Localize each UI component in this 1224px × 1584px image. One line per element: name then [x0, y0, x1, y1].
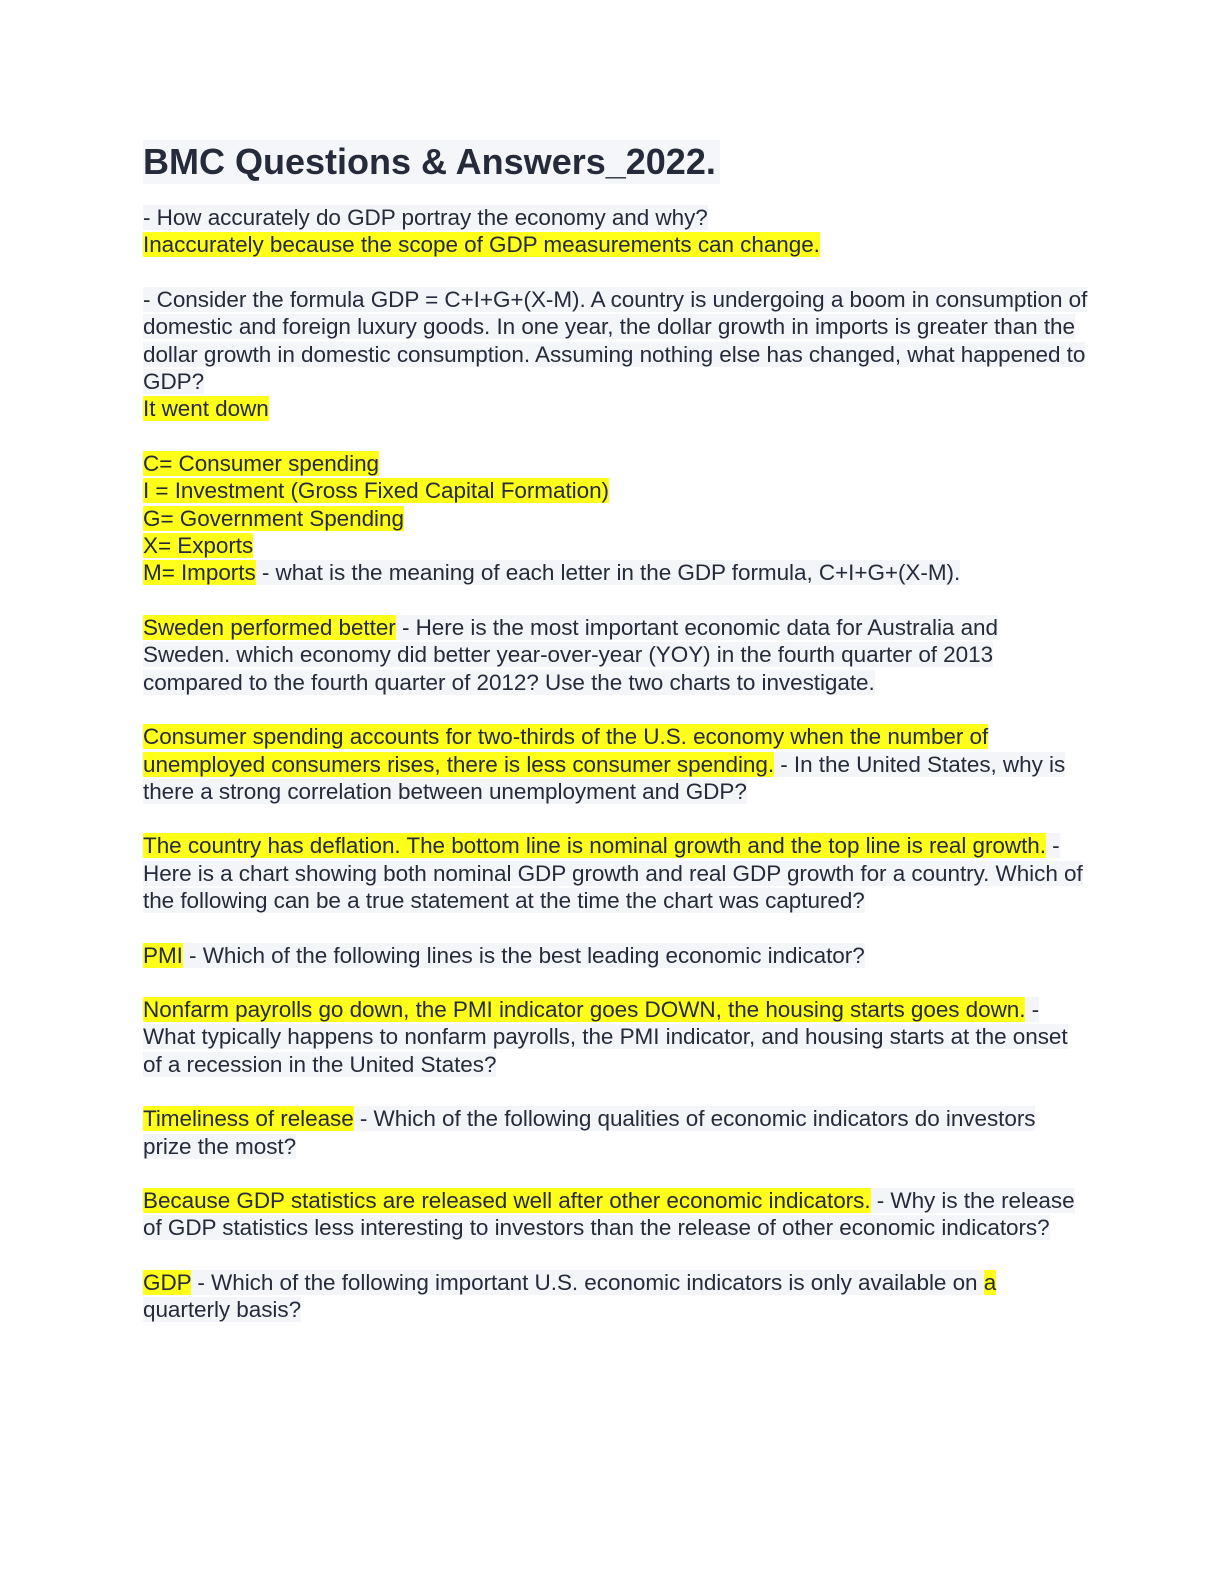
question-text: - How accurately do GDP portray the economy and why?: [143, 205, 708, 230]
answer-text: Because GDP statistics are released well after other economic indicators.: [143, 1187, 871, 1213]
answer-text: Sweden performed better: [143, 614, 396, 640]
question-text: - Here is a chart showing both nominal GDP growth and real GDP growth for a country. Which of the following can be a true statement at the time the chart was captured?: [143, 833, 1083, 914]
answer-line: M= Imports: [143, 560, 256, 586]
answer-text: PMI: [143, 942, 183, 968]
qa-item: [143, 614, 1088, 696]
question-text: - Consider the formula GDP = C+I+G+(X-M). A country is undergoing a boom in consumption of domestic and foreign luxury goods. In one year, the dollar growth in imports is greater than the dollar growth in domestic consumption. Assuming nothing else has changed, what happened to GDP?: [143, 286, 1088, 395]
qa-item: [143, 723, 1088, 805]
qa-item: [143, 1269, 1088, 1324]
question-text: - In the United States, why is there a strong correlation between unemployment and GDP?: [143, 751, 1066, 804]
answer-line: I = Investment (Gross Fixed Capital Formation): [143, 478, 609, 504]
document-title: BMC Questions & Answers_2022.: [143, 140, 720, 184]
answer-text: The country has deflation. The bottom line is nominal growth and the top line is real growth.: [143, 833, 1046, 859]
answer-line: X= Exports: [143, 533, 254, 559]
answer-text: It went down: [143, 396, 269, 422]
question-highlight: a: [983, 1269, 997, 1295]
question-text: - Here is the most important economic data for Australia and Sweden. which economy did better year-over-year (YOY) in the fourth quarter of 2013 compared to the fourth quarter of 2012? Use the two charts to investigate.: [143, 614, 998, 695]
answer-text: Nonfarm payrolls go down, the PMI indicator goes DOWN, the housing starts goes down.: [143, 996, 1026, 1022]
qa-item: [143, 1105, 1088, 1160]
answer-line: G= Government Spending: [143, 505, 404, 531]
qa-item: [143, 450, 1088, 587]
document-page: [143, 140, 1088, 1324]
question-text-tail: quarterly basis?: [143, 1297, 302, 1323]
question-text: - Which of the following important U.S. economic indicators is only available on: [191, 1269, 984, 1295]
question-text: - Why is the release of GDP statistics less interesting to investors than the release of other economic indicators?: [143, 1187, 1075, 1241]
qa-item: [143, 832, 1088, 914]
qa-item: [143, 204, 1088, 259]
question-text: - what is the meaning of each letter in the GDP formula, C+I+G+(X-M).: [255, 560, 961, 586]
answer-line: C= Consumer spending: [143, 450, 380, 476]
answer-text: Consumer spending accounts for two-thirds of the U.S. economy when the number of unemployed consumers rises, there is less consumer spending.: [143, 724, 989, 777]
question-text: - Which of the following qualities of economic indicators do investors prize the most?: [143, 1106, 1036, 1159]
answer-text: Timeliness of release: [143, 1106, 354, 1132]
qa-item: [143, 996, 1088, 1078]
question-text: - Which of the following lines is the best leading economic indicator?: [182, 942, 865, 968]
answer-text: GDP: [143, 1269, 192, 1295]
qa-item: [143, 286, 1088, 423]
answer-text: Inaccurately because the scope of GDP measurements can change.: [143, 232, 820, 258]
question-text: - What typically happens to nonfarm payrolls, the PMI indicator, and housing starts at the onset of a recession in the United States?: [143, 996, 1068, 1077]
qa-item: [143, 942, 1088, 969]
qa-item: [143, 1187, 1088, 1242]
